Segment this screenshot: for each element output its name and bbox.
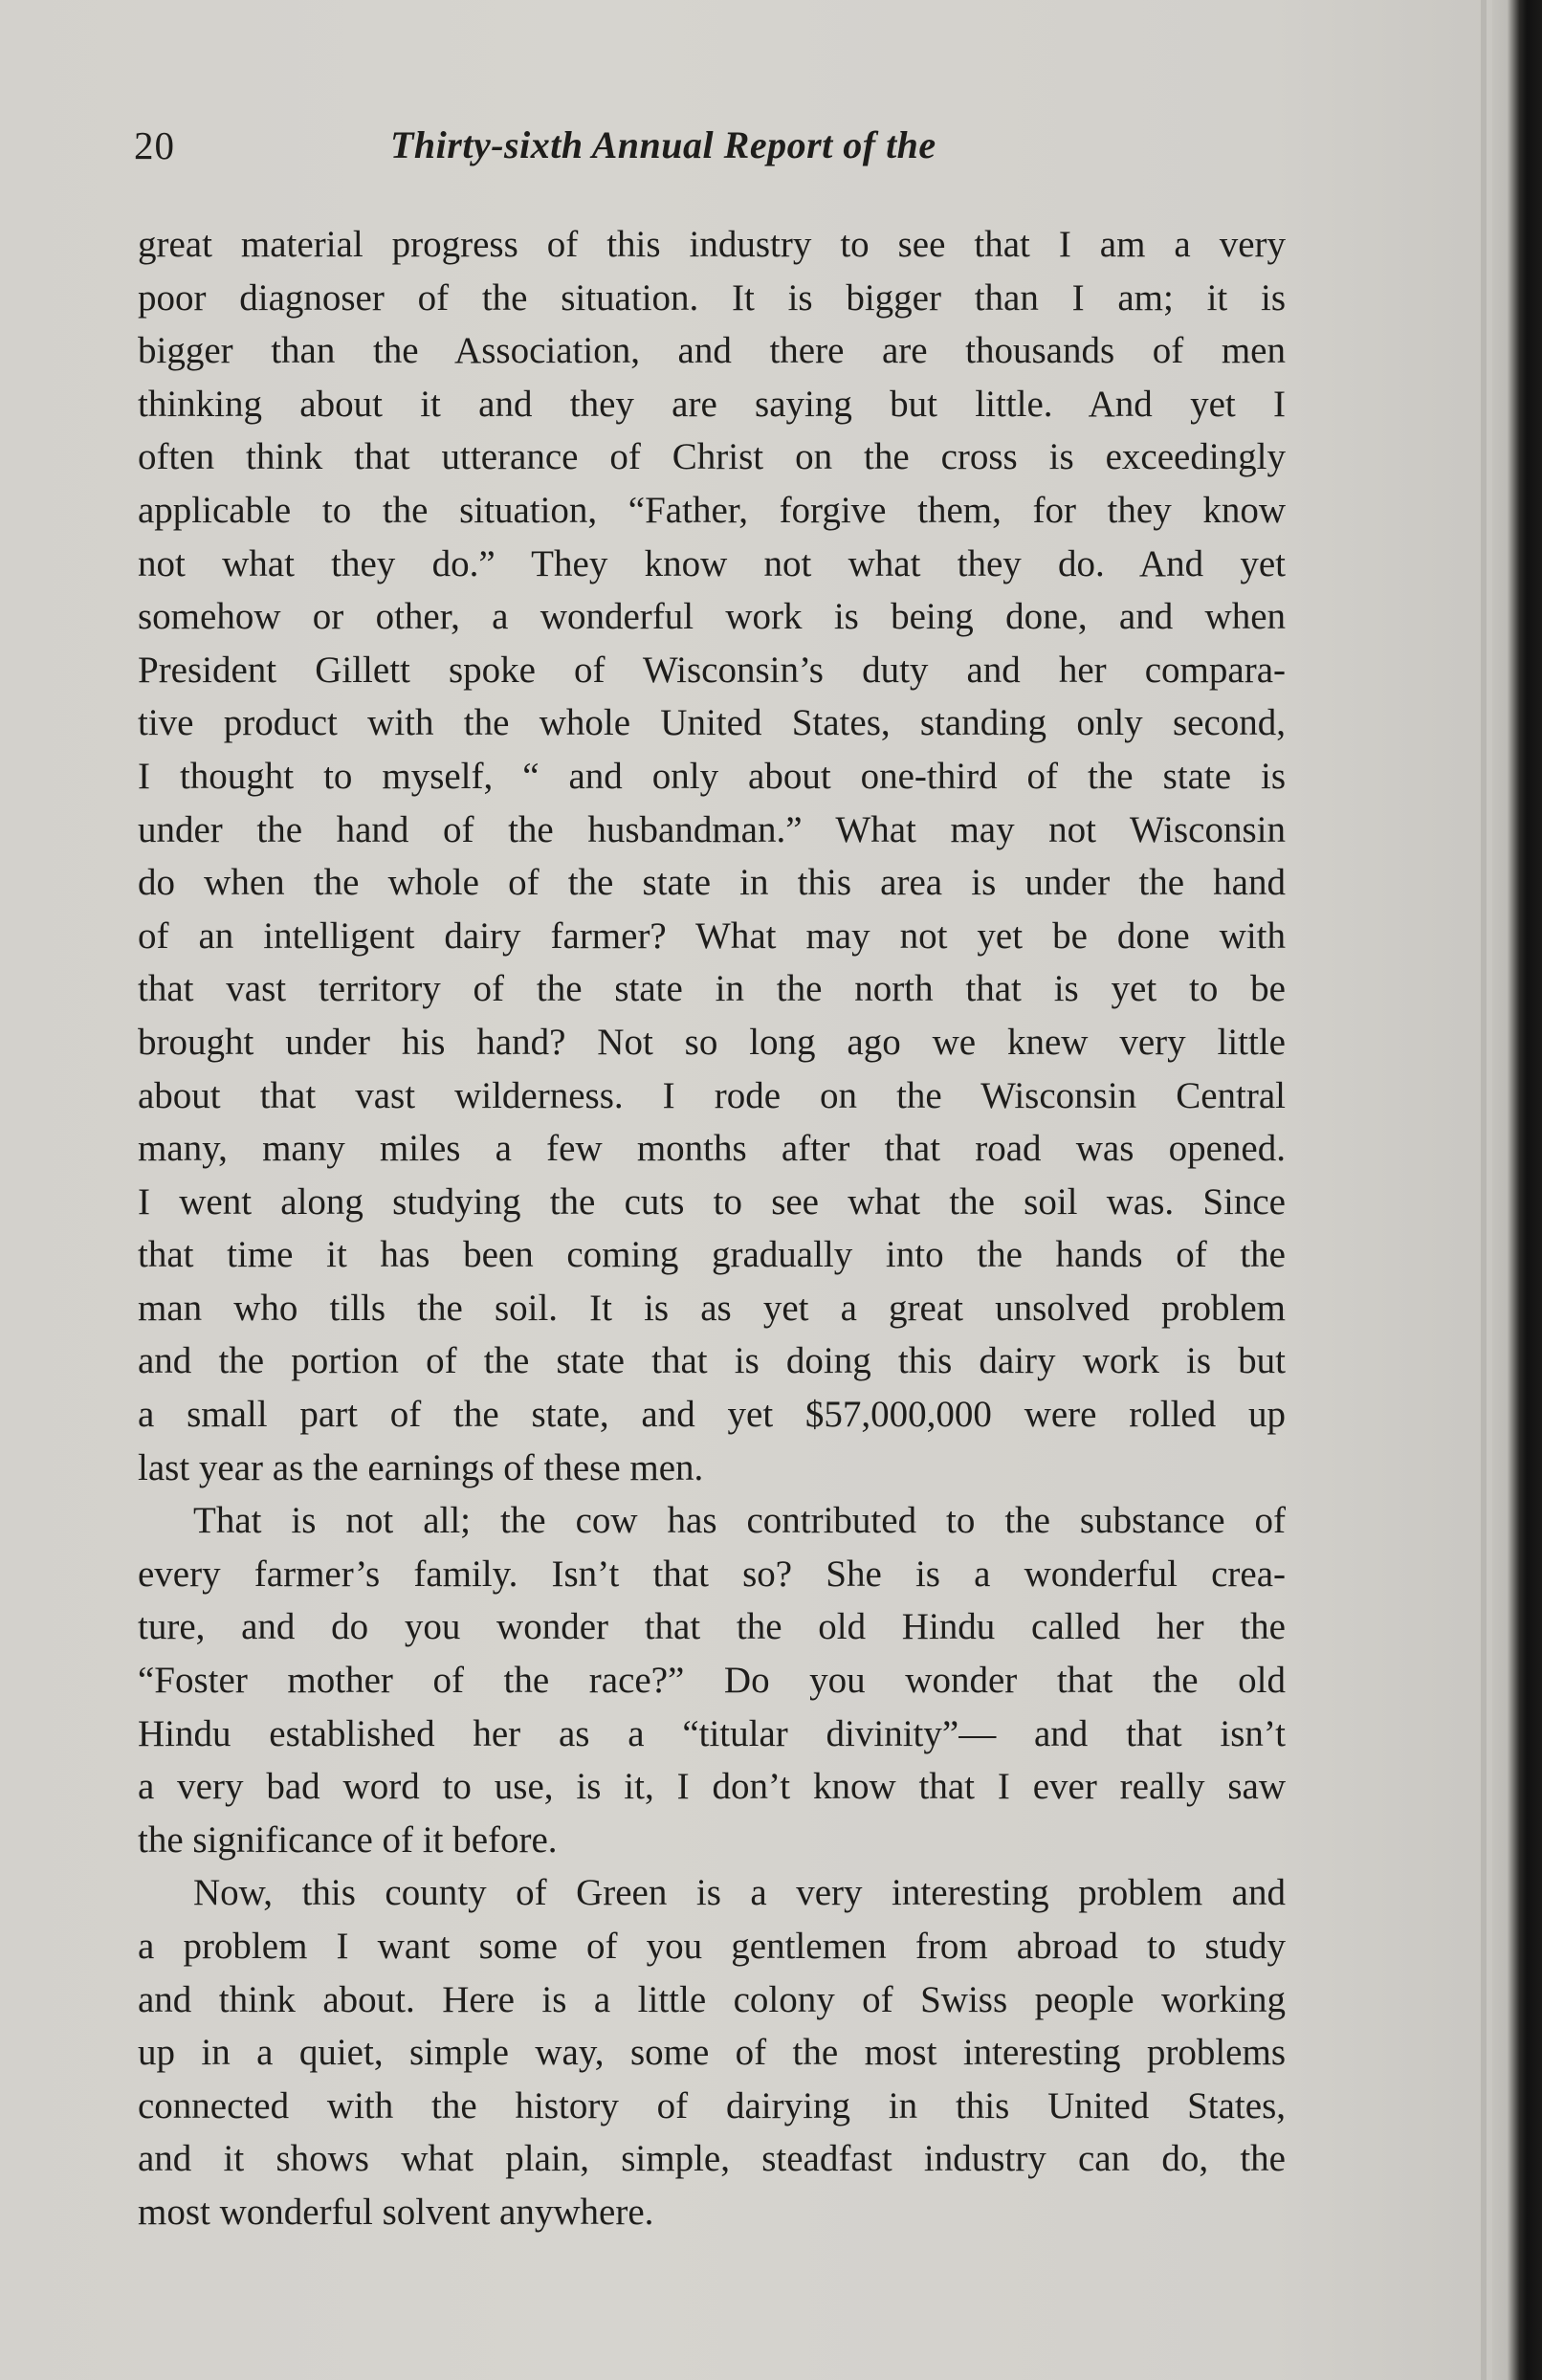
text-line: every farmer’s family. Isn’t that so? She is a wonderful crea- [138, 1553, 1286, 1595]
page-number: 20 [134, 123, 175, 167]
text-line: the significance of it before. [138, 1818, 558, 1861]
text-line: of an intelligent dairy farmer? What may not yet be done with [138, 915, 1286, 957]
text-line: Now, this county of Green is a very interesting problem and [193, 1872, 1286, 1914]
text-line: most wonderful solvent anywhere. [138, 2191, 654, 2233]
text-line: man who tills the soil. It is as yet a great unsolved problem [138, 1287, 1286, 1329]
text-line: bigger than the Association, and there are thousands of men [138, 330, 1286, 372]
text-line: ture, and do you wonder that the old Hindu called her the [138, 1606, 1286, 1648]
text-line: under the hand of the husbandman.” What may not Wisconsin [138, 808, 1286, 850]
text-line: applicable to the situation, “Father, forgive them, for they know [138, 489, 1286, 531]
text-line: do when the whole of the state in this area is under the hand [138, 862, 1286, 904]
page-header [134, 122, 1330, 176]
text-line: brought under his hand? Not so long ago we knew very little [138, 1021, 1286, 1063]
text-line: often think that utterance of Christ on the cross is exceedingly [138, 436, 1286, 478]
text-line: about that vast wilderness. I rode on the Wisconsin Central [138, 1074, 1286, 1116]
text-line: that time it has been coming gradually into the hands of the [138, 1234, 1286, 1276]
text-line: that vast territory of the state in the north that is yet to be [138, 968, 1286, 1010]
text-line: connected with the history of dairying in this United States, [138, 2084, 1286, 2127]
text-line: tive product with the whole United States, standing only second, [138, 702, 1286, 744]
text-line: great material progress of this industry to see that I am a very [138, 224, 1286, 265]
text-line: Hindu established her as a “titular divinity”— and that isn’t [138, 1712, 1286, 1754]
page-edge [1481, 0, 1487, 2380]
text-line: a very bad word to use, is it, I don’t know that I ever really saw [138, 1766, 1286, 1808]
text-line: poor diagnoser of the situation. It is bigger than I am; it is [138, 276, 1286, 319]
running-head: Thirty-sixth Annual Report of the [390, 123, 936, 166]
body-text [138, 218, 1286, 2239]
text-line: thinking about it and they are saying but little. And yet I [138, 383, 1286, 425]
text-line: and think about. Here is a little colony of Swiss people working [138, 1978, 1286, 2020]
text-line: President Gillett spoke of Wisconsin’s duty and her compara- [138, 649, 1286, 691]
binding-shadow [1492, 0, 1542, 2380]
text-line: a problem I want some of you gentlemen from abroad to study [138, 1926, 1286, 1967]
text-line: That is not all; the cow has contributed to the substance of [193, 1500, 1286, 1542]
text-line: many, many miles a few months after that road was opened. [138, 1128, 1286, 1170]
text-line: and it shows what plain, simple, steadfast industry can do, the [138, 2138, 1286, 2180]
text-line: up in a quiet, simple way, some of the most interesting problems [138, 2032, 1286, 2074]
text-line: a small part of the state, and yet $57,000,000 were rolled up [138, 1394, 1286, 1436]
text-line: and the portion of the state that is doing this dairy work is but [138, 1340, 1286, 1382]
text-line: last year as the earnings of these men. [138, 1446, 704, 1488]
text-line: I went along studying the cuts to see what the soil was. Since [138, 1180, 1286, 1223]
text-line: not what they do.” They know not what they do. And yet [138, 542, 1286, 584]
text-line: somehow or other, a wonderful work is being done, and when [138, 596, 1286, 638]
text-line: I thought to myself, “ and only about one-third of the state is [138, 755, 1286, 797]
text-line: “Foster mother of the race?” Do you wonder that the old [138, 1660, 1286, 1702]
